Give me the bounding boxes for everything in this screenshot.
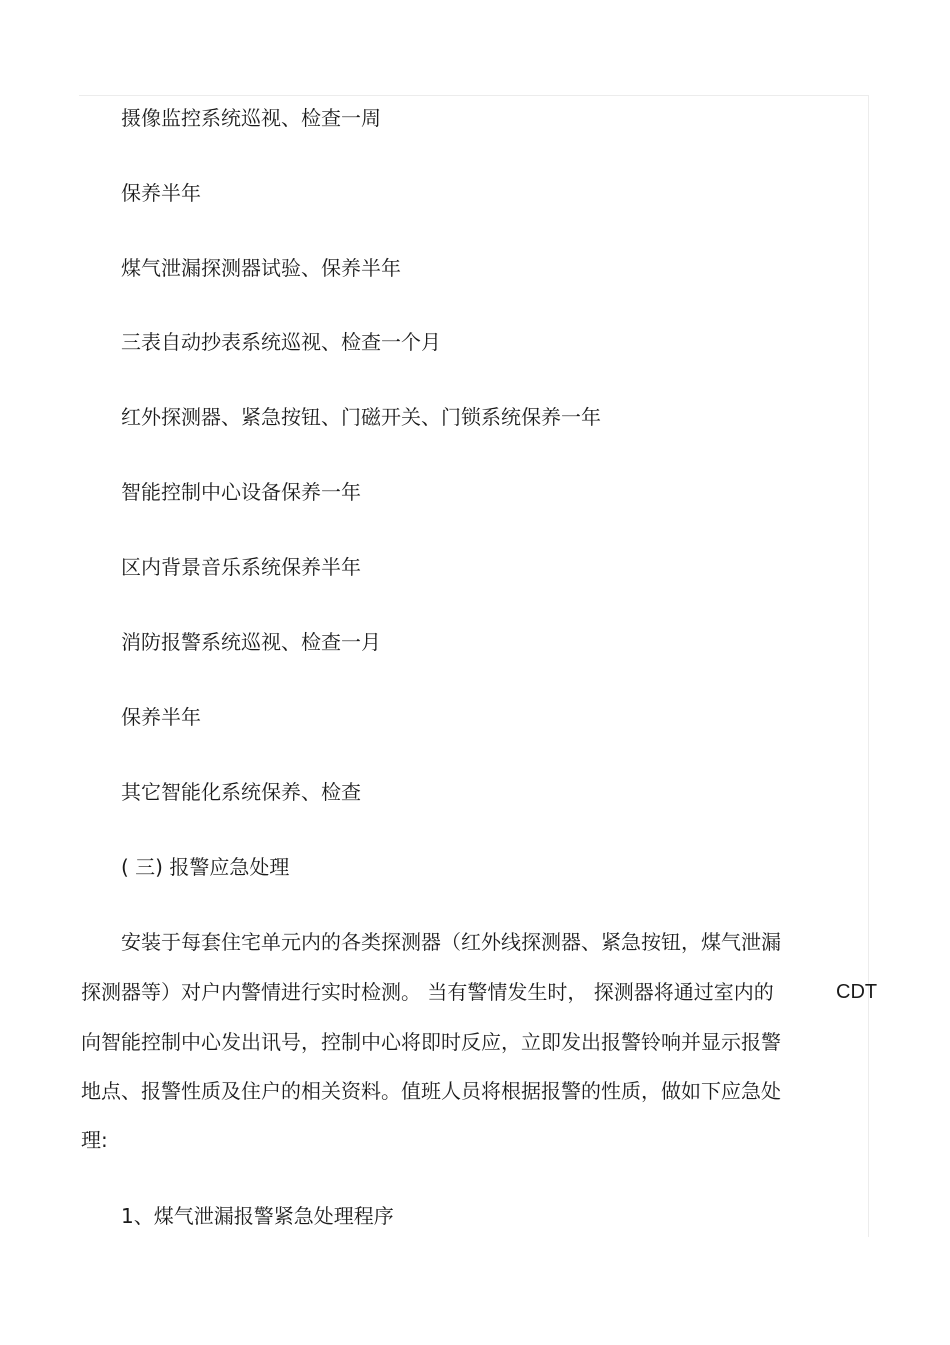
text-line: 煤气泄漏探测器试验、保养半年 xyxy=(121,256,401,280)
text-line: 消防报警系统巡视、检查一月 xyxy=(121,630,381,654)
text-line: 红外探测器、紧急按钮、门磁开关、门锁系统保养一年 xyxy=(121,405,601,429)
text-line: 区内背景音乐系统保养半年 xyxy=(121,555,361,579)
paragraph-line: 探测器等）对户内警情进行实时检测。 当有警情发生时， 探测器将通过室内的 xyxy=(81,980,774,1004)
text-line: 智能控制中心设备保养一年 xyxy=(121,480,361,504)
paragraph-term: CDT xyxy=(836,981,878,1003)
text-line: 保养半年 xyxy=(121,181,201,205)
text-line: 其它智能化系统保养、检查 xyxy=(121,780,361,804)
paragraph-line: 地点、报警性质及住户的相关资料。值班人员将根据报警的性质，做如下应急处 xyxy=(81,1079,781,1103)
text-line: 三表自动抄表系统巡视、检查一个月 xyxy=(121,330,441,354)
text-line: 摄像监控系统巡视、检查一周 xyxy=(121,106,381,130)
paragraph-line: 安装于每套住宅单元内的各类探测器（红外线探测器、紧急按钮，煤气泄漏 xyxy=(121,930,781,954)
paragraph-line: 向智能控制中心发出讯号，控制中心将即时反应，立即发出报警铃响并显示报警 xyxy=(81,1030,781,1054)
subheading: 1、煤气泄漏报警紧急处理程序 xyxy=(121,1204,394,1228)
section-heading: ( 三) 报警应急处理 xyxy=(121,855,290,879)
text-line: 保养半年 xyxy=(121,705,201,729)
paragraph-line: 理: xyxy=(81,1128,108,1152)
